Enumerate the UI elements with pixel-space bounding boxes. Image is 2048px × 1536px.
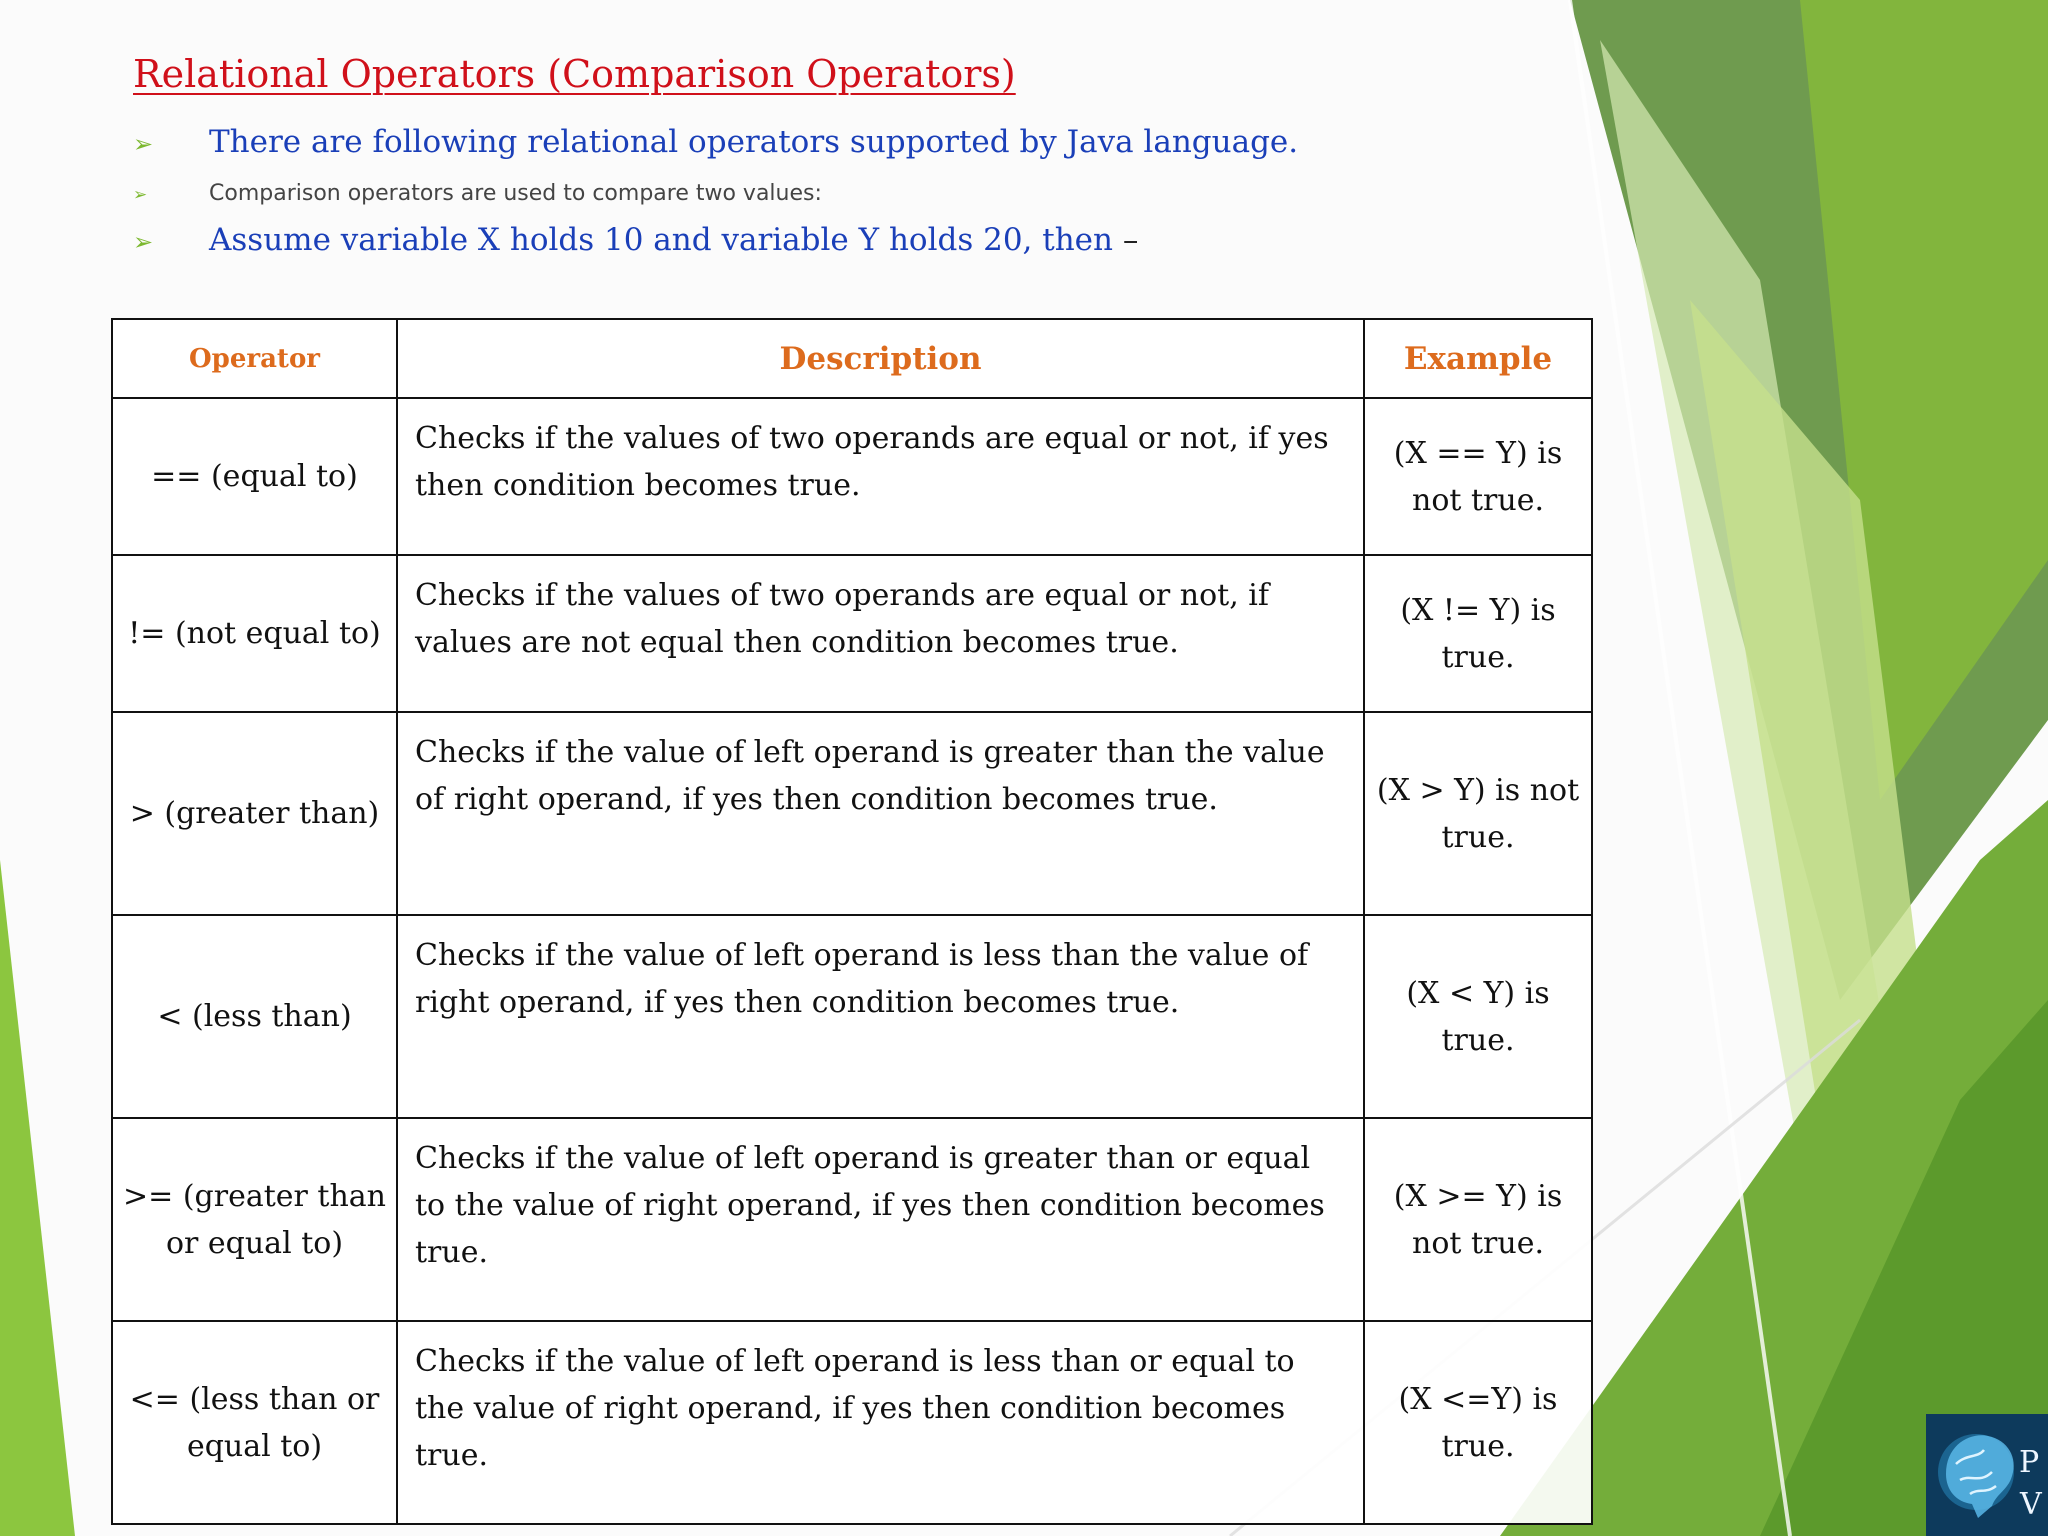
operator-cell: > (greater than) — [112, 712, 397, 915]
arrowhead-bullet-icon: ➢ — [133, 228, 154, 256]
bullet-text-3 — [209, 222, 1138, 258]
description-cell: Checks if the value of left operand is less than or equal to the value of right operand, if yes then condition becomes true. — [397, 1321, 1364, 1524]
table-header-row — [112, 319, 1592, 398]
example-cell: (X <=Y) is true. — [1364, 1321, 1592, 1524]
arrowhead-bullet-icon: ➢ — [133, 185, 148, 205]
svg-text:P: P — [2019, 1445, 2040, 1480]
table-row — [112, 555, 1592, 712]
table-row — [112, 915, 1592, 1118]
operator-cell: == (equal to) — [112, 398, 397, 555]
example-cell: (X != Y) is true. — [1364, 555, 1592, 712]
example-cell: (X == Y) is not true. — [1364, 398, 1592, 555]
arrowhead-bullet-icon: ➢ — [133, 130, 154, 158]
description-cell: Checks if the value of left operand is greater than or equal to the value of right operand, if yes then condition becomes true. — [397, 1118, 1364, 1321]
operator-cell: >= (greater than or equal to) — [112, 1118, 397, 1321]
column-header-example: Example — [1364, 319, 1592, 398]
operator-cell: < (less than) — [112, 915, 397, 1118]
table-row — [112, 712, 1592, 915]
bullet-text-3-dash: – — [1112, 222, 1139, 258]
example-cell: (X > Y) is not true. — [1364, 712, 1592, 915]
operator-cell: != (not equal to) — [112, 555, 397, 712]
operator-cell: <= (less than or equal to) — [112, 1321, 397, 1524]
slide-title: Relational Operators (Comparison Operators) — [133, 52, 1016, 96]
table-row — [112, 1118, 1592, 1321]
description-cell: Checks if the values of two operands are equal or not, if values are not equal then condition becomes true. — [397, 555, 1364, 712]
description-cell: Checks if the value of left operand is less than the value of right operand, if yes then condition becomes true. — [397, 915, 1364, 1118]
column-header-operator: Operator — [112, 319, 397, 398]
bullet-text-2: Comparison operators are used to compare two values: — [209, 181, 822, 206]
bullet-text-1: There are following relational operators supported by Java language. — [209, 124, 1299, 160]
green-facet-left — [0, 860, 75, 1536]
example-cell: (X >= Y) is not true. — [1364, 1118, 1592, 1321]
operators-table — [111, 318, 1593, 1525]
description-cell: Checks if the value of left operand is greater than the value of right operand, if yes then condition becomes true. — [397, 712, 1364, 915]
table-row — [112, 398, 1592, 555]
bullet-text-3-main: Assume variable X holds 10 and variable Y holds 20, then — [209, 222, 1113, 258]
svg-text:V: V — [2020, 1487, 2042, 1522]
brain-logo-icon — [1926, 1414, 2048, 1536]
example-cell: (X < Y) is true. — [1364, 915, 1592, 1118]
column-header-description: Description — [397, 319, 1364, 398]
description-cell: Checks if the values of two operands are equal or not, if yes then condition becomes true. — [397, 398, 1364, 555]
table-row — [112, 1321, 1592, 1524]
